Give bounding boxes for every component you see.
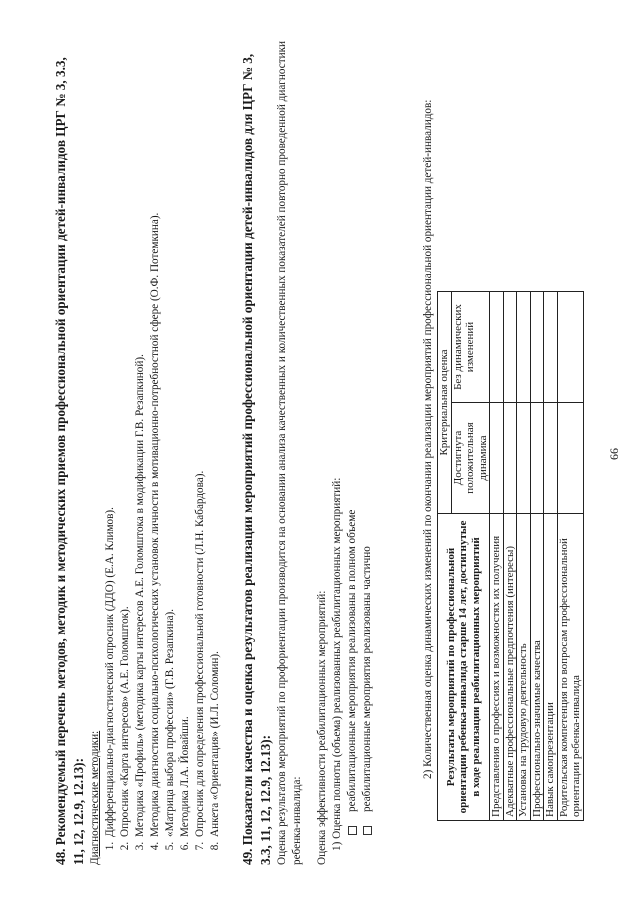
table-cell-label: Адекватные профессиональные предпочтения (интересы) [503,514,517,821]
table-cell-label: Установка на трудовую деятельность [517,514,531,821]
table-header-criteria: Критериальная оценка [438,292,452,514]
table-row [503,292,517,821]
table-header-positive: Достигнута положительная динамика [451,403,490,514]
completeness-point: 1) Оценка полноты (объема) реализованных реабилитационных мероприятий: [331,477,343,851]
list-item: 4. Методика диагностики социально-психологических установок личности в мотивационно-потребностной сфере (О.Ф. Потемкина). [148,41,163,839]
page-number: 66 [607,448,621,460]
table-header-no-change: Без динамических изменений [451,292,490,403]
table-cell-empty[interactable] [544,292,558,403]
list-item: 3. Методика «Профиль» (методика карты интересов А.Е. Голомштока в модификации Г.В. Резапкиной). [133,41,148,839]
table-cell-empty[interactable] [544,403,558,514]
list-item: 2. Опросник «Карта интересов» (А.Е. Голомшток). [118,41,133,839]
table-cell-empty[interactable] [530,292,544,403]
results-table [437,291,584,821]
table-cell-empty[interactable] [503,292,517,403]
section-49-intro: Оценка результатов мероприятий по профориентации производится на основании анализа качественных и количественных показателей повторно проведенной диагностики ребенка-инвалида: [276,41,303,865]
table-cell-empty[interactable] [490,403,504,514]
section-49-heading: 49. Показатели качества и оценка результатов реализации мероприятий профессиональной ориентации детей-инвалидов для ЦРГ № 3, 3.3, 11, 12, 12.9, 12.13): [240,53,273,865]
table-row [557,292,583,821]
table-row [544,292,558,821]
table-cell-empty[interactable] [557,292,583,403]
list-item: 6. Методика Л.А. Йовайши. [178,41,193,839]
table-row [517,292,531,821]
table-cell-empty[interactable] [557,403,583,514]
diagnostic-methods-subheading: Диагностические методики: [89,730,101,865]
table-cell-empty[interactable] [490,292,504,403]
list-item: 7. Опросник для определения профессиональной готовности (Л.Н. Кабардова). [193,41,208,839]
checkbox-partial[interactable] [360,41,375,835]
table-cell-empty[interactable] [503,403,517,514]
table-cell-label: Представления о профессиях и возможностях их получения [490,514,504,821]
effectiveness-title: Оценка эффективности реабилитационных мероприятий: [316,590,328,865]
quantitative-assessment-title: 2) Количественная оценка динамических изменений по окончании реализации мероприятий профессиональной ориентации детей-инвалидов: [422,99,434,779]
checkbox-full[interactable] [345,41,360,835]
table-cell-label: Навык самопрезентации [544,514,558,821]
table-cell-empty[interactable] [517,292,531,403]
table-row [490,292,504,821]
list-item: 1. Дифференциально-диагностический опросник (ДДО) (Е.А. Климов). [103,41,118,839]
list-item: 8. Анкета «Ориентация» (И.Л. Соломин). [208,41,223,839]
checkbox-label: реабилитационные мероприятия реализованы в полном объеме [346,509,358,812]
list-item: 5. «Матрица выбора профессии» (Г.В. Резапкина). [163,41,178,839]
section-48-heading: 48. Рекомендуемый перечень методов, методик и методических приемов профессиональной ориентации детей-инвалидов ЦРГ № 3, 3.3, 11, 12, 12.9, 12.13): [53,57,86,865]
table-header-results: Результаты мероприятий по профессиональной ориентации ребенка-инвалида старше 14 лет, достигнутые в ходе реализации реабилитационных мероприятий [438,514,490,821]
page-content [52,41,584,865]
table-cell-label: Профессионально-значимые качества [530,514,544,821]
checkbox-label: реабилитационные мероприятия реализованы частично [361,546,373,812]
checkbox-icon[interactable] [363,826,372,835]
table-cell-label: Родительская компетенция по вопросам профессиональной ориентации ребенка-инвалида [557,514,583,821]
table-row [530,292,544,821]
table-cell-empty[interactable] [517,403,531,514]
checkbox-icon[interactable] [348,826,357,835]
table-cell-empty[interactable] [530,403,544,514]
methods-list [103,41,223,865]
